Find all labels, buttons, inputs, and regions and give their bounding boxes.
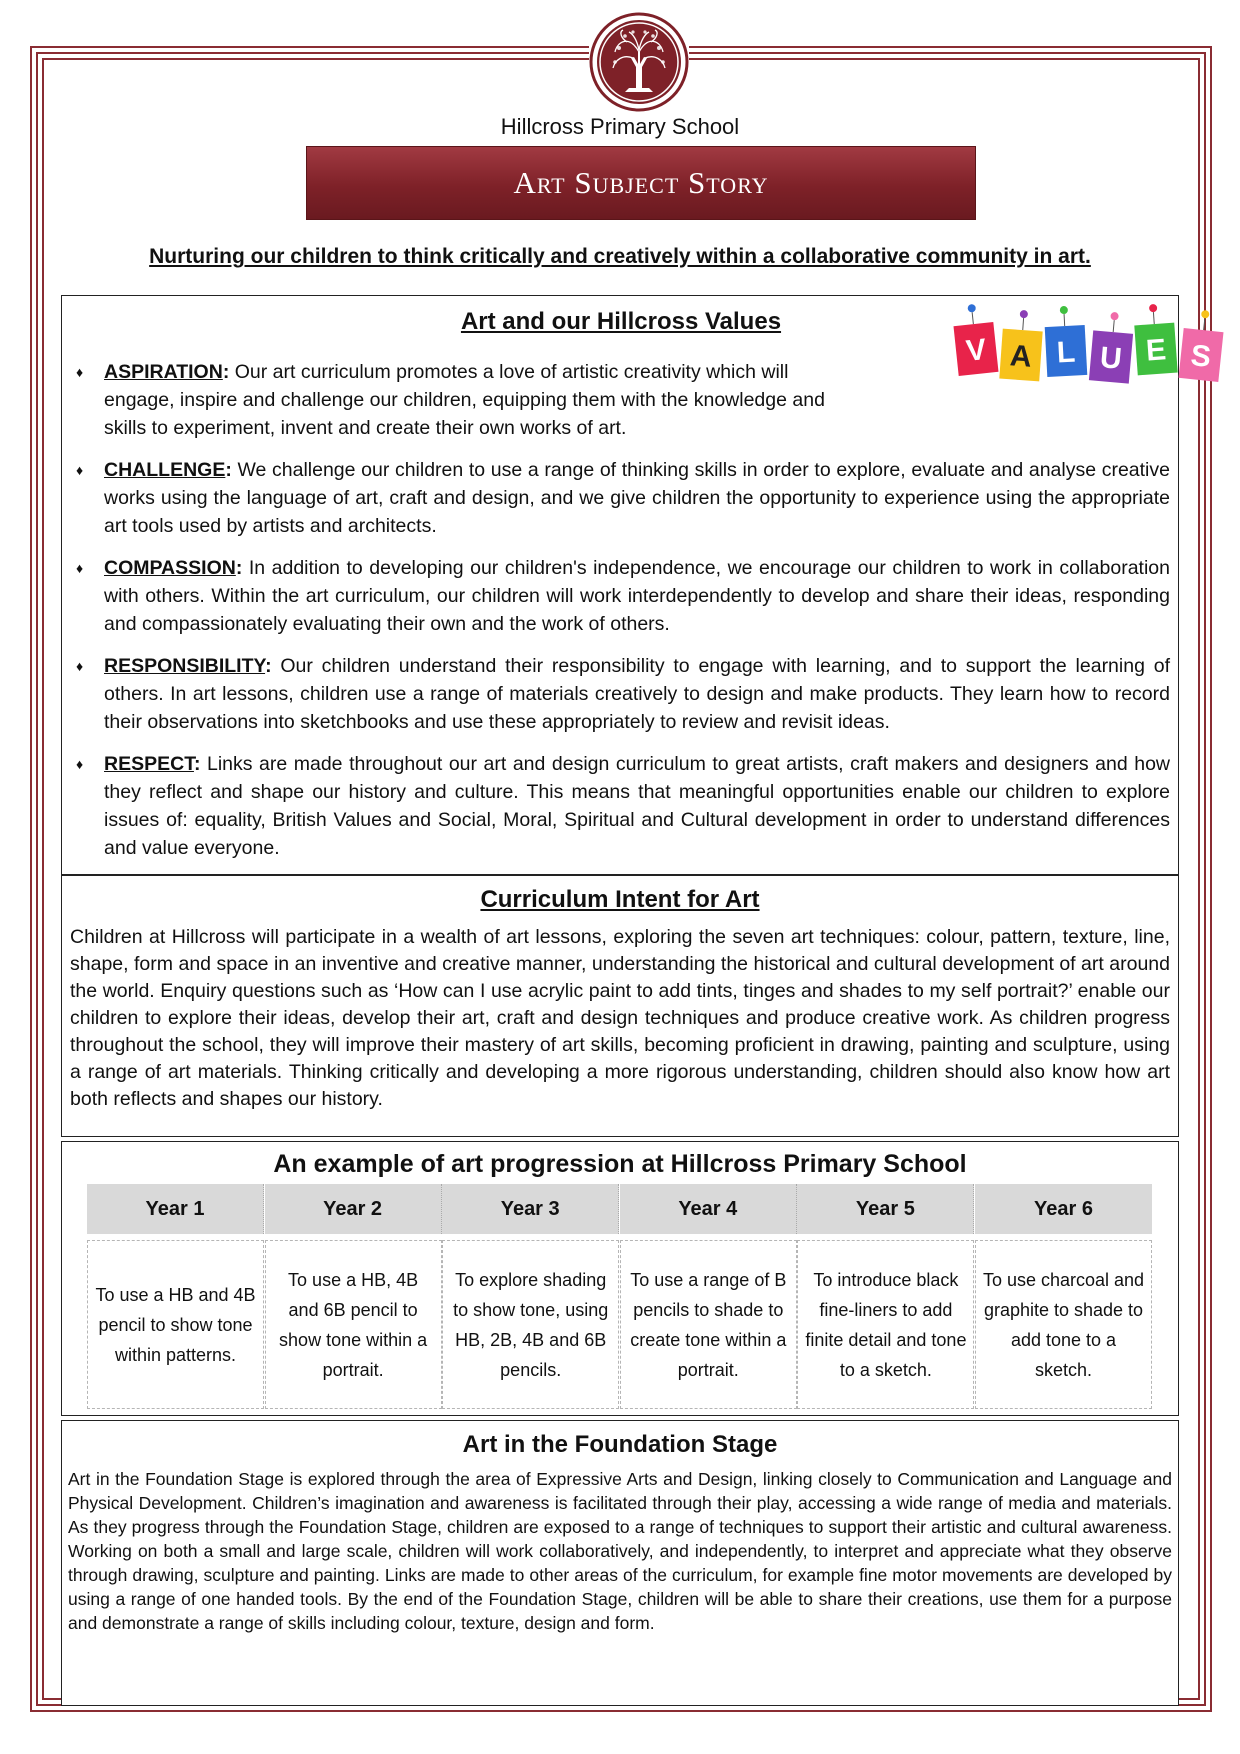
progression-column — [87, 1184, 264, 1409]
progression-column — [442, 1184, 619, 1409]
progression-cell: To introduce black fine-liners to add finite detail and tone to a sketch. — [797, 1240, 974, 1409]
svg-text:S: S — [1189, 339, 1213, 374]
values-badge-card — [1178, 308, 1225, 382]
value-item: ♦ CHALLENGE: We challenge our children to use a range of thinking skills in order to explore, evaluate and analyse creative works using the language of art, craft and design, and we give children the opportunity to experience using the appropriate art tools used by artists and architects. — [72, 456, 1170, 540]
foundation-heading: Art in the Foundation Stage — [462, 1431, 778, 1458]
progression-year-header: Year 1 — [87, 1184, 264, 1234]
progression-cell: To explore shading to show tone, using HB, 2B, 4B and 6B pencils. — [442, 1240, 619, 1409]
svg-text:E: E — [1144, 333, 1168, 368]
values-list — [72, 358, 1170, 876]
value-text: Our children understand their responsibility to engage with learning, and to support the learning of others. In art lessons, children use a range of materials creatively to design and make products. They learn how to record their observations into sketchbooks and use these appropriately to review and revisit ideas. — [104, 655, 1170, 733]
diamond-bullet-icon: ♦ — [76, 658, 84, 674]
progression-column — [265, 1184, 442, 1409]
progression-heading: An example of art progression at Hillcross Primary School — [273, 1150, 967, 1178]
values-heading: Art and our Hillcross Values — [460, 308, 782, 335]
intent-section — [61, 875, 1179, 1137]
progression-column — [975, 1184, 1152, 1409]
value-key: RESPONSIBILITY — [104, 655, 266, 677]
progression-cell: To use a range of B pencils to shade to create tone within a portrait. — [620, 1240, 797, 1409]
progression-year-header: Year 2 — [265, 1184, 442, 1234]
value-text: Links are made throughout our art and design curriculum to great artists, craft makers and designers and how they reflect and shape our history and culture. This means that meaningful opportunities enable our children to explore issues of: equality, British Values and Social, Moral, Spiritual and Cultural development in order to understand differences and value everyone. — [104, 753, 1170, 859]
progression-column — [620, 1184, 797, 1409]
school-name: Hillcross Primary School — [500, 114, 740, 139]
foundation-section — [61, 1420, 1179, 1706]
tagline: Nurturing our children to think critically and creatively within a collaborative community in art. — [149, 245, 1091, 268]
diamond-bullet-icon: ♦ — [76, 756, 84, 772]
intent-text: Children at Hillcross will participate in a wealth of art lessons, exploring the seven art techniques: colour, pattern, texture, line, shape, form and space in an inventive and creative manner, understanding the historical and cultural development of art around the world. Enquiry questions such as ‘How can I use acrylic paint to add tints, tinges and shades to my self portrait?’ enable our children to explore their ideas, develop their art, craft and design techniques and produce creative work. As children progress throughout the school, they will improve their mastery of art skills, becoming proficient in drawing, painting and sculpture, using a range of art materials. Thinking critically and developing a more rigorous understanding, children should also know how art both reflects and shapes our history. — [70, 926, 1170, 1110]
value-key: CHALLENGE — [104, 459, 226, 481]
value-item: ♦ COMPASSION: In addition to developing our children's independence, we encourage our children to work in collaboration with others. Within the art curriculum, our children will work interdependently to develop and share their ideas, responding and compassionately evaluating their own and the work of others. — [72, 554, 1170, 638]
value-text: We challenge our children to use a range of thinking skills in order to explore, evaluate and analyse creative works using the language of art, craft and design, and we give children the opportunity to experience using the appropriate art tools used by artists and architects. — [104, 459, 1170, 537]
value-text: In addition to developing our children's independence, we encourage our children to work in collaboration with others. Within the art curriculum, our children will work interdependently to develop and share their ideas, responding and compassionately evaluating their own and the work of others. — [104, 557, 1170, 635]
progression-cell: To use a HB, 4B and 6B pencil to show tone within a portrait. — [265, 1240, 442, 1409]
progression-section — [61, 1141, 1179, 1416]
progression-year-header: Year 6 — [975, 1184, 1152, 1234]
value-key: ASPIRATION — [104, 361, 223, 383]
svg-text:U: U — [1098, 341, 1124, 376]
svg-text:V: V — [964, 333, 988, 368]
intent-heading: Curriculum Intent for Art — [480, 886, 760, 913]
value-key: COMPASSION — [104, 557, 236, 579]
value-text: Our art curriculum promotes a love of artistic creativity which will engage, inspire and challenge our children, equipping them with the knowledge and skills to experiment, invent and create their own works of art. — [104, 361, 825, 439]
value-item: ♦ ASPIRATION: Our art curriculum promotes a love of artistic creativity which will engage, inspire and challenge our children, equipping them with the knowledge and skills to experiment, invent and create their own works of art. — [72, 358, 864, 442]
diamond-bullet-icon: ♦ — [76, 560, 84, 576]
tree-emblem-icon — [589, 12, 689, 112]
progression-year-header: Year 4 — [620, 1184, 797, 1234]
page-title: Art Subject Story — [513, 165, 769, 200]
diamond-bullet-icon: ♦ — [76, 462, 84, 478]
progression-year-header: Year 5 — [797, 1184, 974, 1234]
svg-text:A: A — [1008, 339, 1033, 374]
progression-cell: To use a HB and 4B pencil to show tone within patterns. — [87, 1240, 264, 1409]
foundation-text: Art in the Foundation Stage is explored through the area of Expressive Arts and Design, linking closely to Communication and Language and Physical Development. Children’s imagination and awareness is facilitated through their play, accessing a wide range of media and materials. As they progress through the Foundation Stage, children are exposed to a range of techniques to support their artistic and cultural awareness. Working on both a small and large scale, children will work collaboratively, and independently, to interpret and appreciate what they observe through drawing, sculpture and painting. Links are made to other areas of the curriculum, for example fine motor movements are developed by using a range of one handed tools. By the end of the Foundation Stage, children will be able to share their creations, use them for a purpose and demonstrate a range of skills including colour, texture, design and form. — [68, 1469, 1172, 1633]
diamond-bullet-icon: ♦ — [76, 364, 84, 380]
values-section — [61, 295, 1213, 875]
value-item: ♦ RESPECT: Links are made throughout our art and design curriculum to great artists, craft makers and designers and how they reflect and shape our history and culture. This means that meaningful opportunities enable our children to explore issues of: equality, British Values and Social, Moral, Spiritual and Cultural development in order to understand differences and value everyone. — [72, 750, 1170, 862]
progression-column — [797, 1184, 974, 1409]
progression-cell: To use charcoal and graphite to shade to add tone to a sketch. — [975, 1240, 1152, 1409]
title-banner — [306, 146, 976, 220]
value-item: ♦ RESPONSIBILITY: Our children understand their responsibility to engage with learning, and to support the learning of others. In art lessons, children use a range of materials creatively to design and make products. They learn how to record their observations into sketchbooks and use these appropriately to review and revisit ideas. — [72, 652, 1170, 736]
value-key: RESPECT — [104, 753, 194, 775]
svg-text:L: L — [1056, 335, 1077, 370]
progression-year-header: Year 3 — [442, 1184, 619, 1234]
progression-table — [87, 1184, 1153, 1409]
